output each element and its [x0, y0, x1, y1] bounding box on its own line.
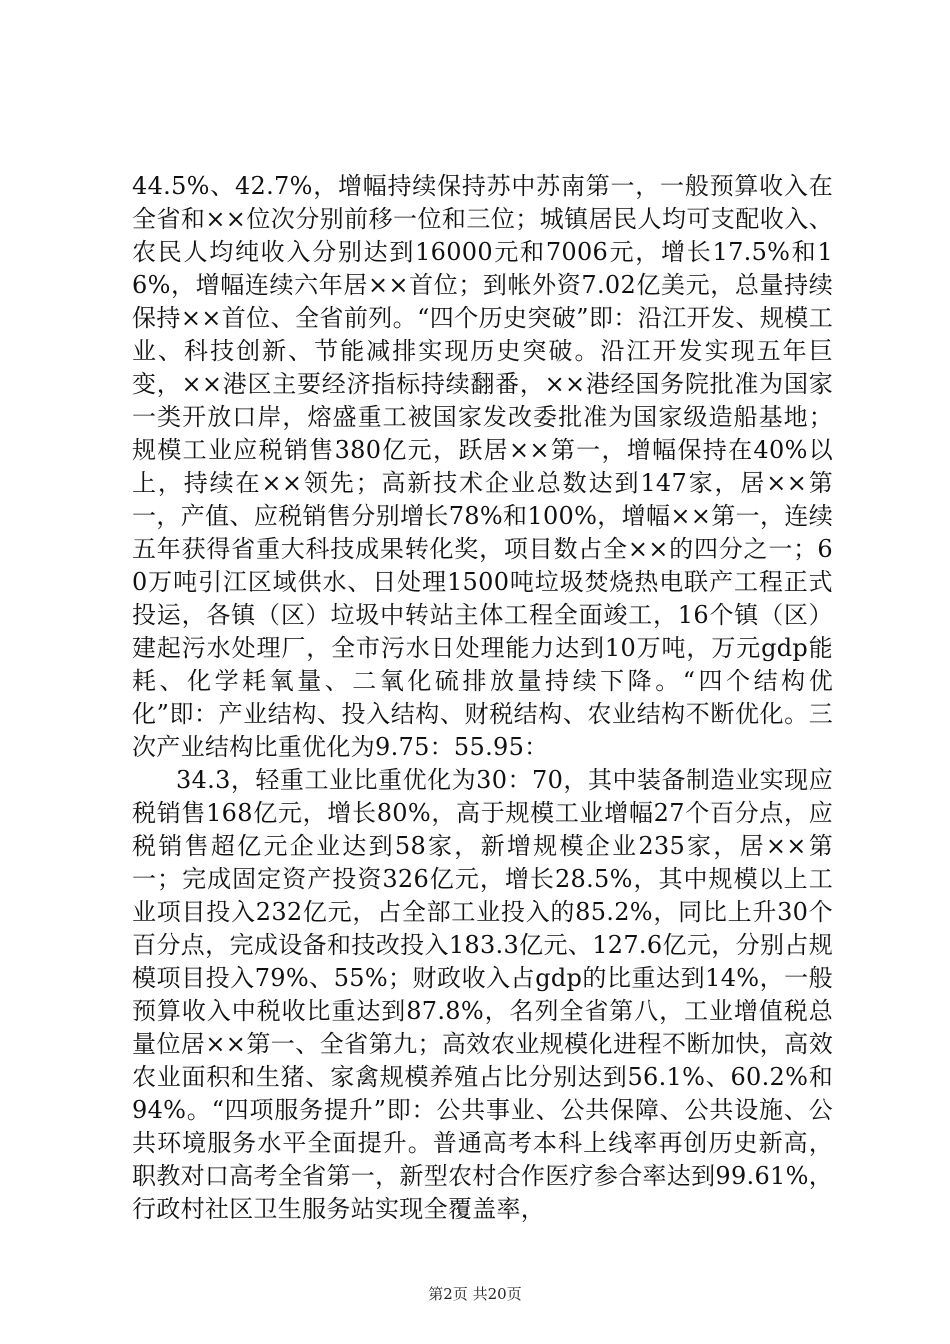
page-number-footer: 第2页 共20页 [428, 1285, 522, 1303]
paragraph: 34.3，轻重工业比重优化为30：70，其中装备制造业实现应税销售168亿元，增长80%，高于规模工业增幅27个百分点，应税销售超亿元企业达到58家，新增规模企业235家，居××第一；完成固定资产投资326亿元，增长28.5%，其中规模以上工业项目投入232亿元，占全部工业投入的85.2%，同比上升30个百分点，完成设备和技改投入183.3亿元、127.6亿元，分别占规模项目投入79%、55%；财政收入占gdp的比重达到14%，一般预算收入中税收比重达到87.8%，名列全省第八，工业增值税总量位居××第一、全省第九；高效农业规模化进程不断加快，高效农业面积和生猪、家禽规模养殖占比分别达到56.1%、60.2%和94%。“四项服务提升”即：公共事业、公共保障、公共设施、公共环境服务水平全面提升。普通高考本科上线率再创历史新高，职教对口高考全省第一，新型农村合作医疗参合率达到99.61%，行政村社区卫生服务站实现全覆盖率， [132, 766, 833, 1223]
paragraph-continued: 44.5%、42.7%，增幅持续保持苏中苏南第一，一般预算收入在全省和××位次分别前移一位和三位；城镇居民人均可支配收入、农民人均纯收入分别达到16000元和7006元，增长17.5%和16%，增幅连续六年居××首位；到帐外资7.02亿美元，总量持续保持××首位、全省前列。“四个历史突破”即：沿江开发、规模工业、科技创新、节能减排实现历史突破。沿江开发实现五年巨变，××港区主要经济指标持续翻番，××港经国务院批准为国家一类开放口岸，熔盛重工被国家发改委批准为国家级造船基地；规模工业应税销售380亿元，跃居××第一，增幅保持在40%以上，持续在××领先；高新技术企业总数达到147家，居××第一，产值、应税销售分别增长78%和100%，增幅××第一，连续五年获得省重大科技成果转化奖，项目数占全××的四分之一；60万吨引江区域供水、日处理1500吨垃圾焚烧热电联产工程正式投运，各镇（区）垃圾中转站主体工程全面竣工，16个镇（区）建起污水处理厂，全市污水日处理能力达到10万吨，万元gdp能耗、化学耗氧量、二氧化硫排放量持续下降。“四个结构优化”即：产业结构、投入结构、财税结构、农业结构不断优化。三次产业结构比重优化为9.75：55.95： [132, 172, 833, 761]
document-body [132, 170, 833, 1226]
